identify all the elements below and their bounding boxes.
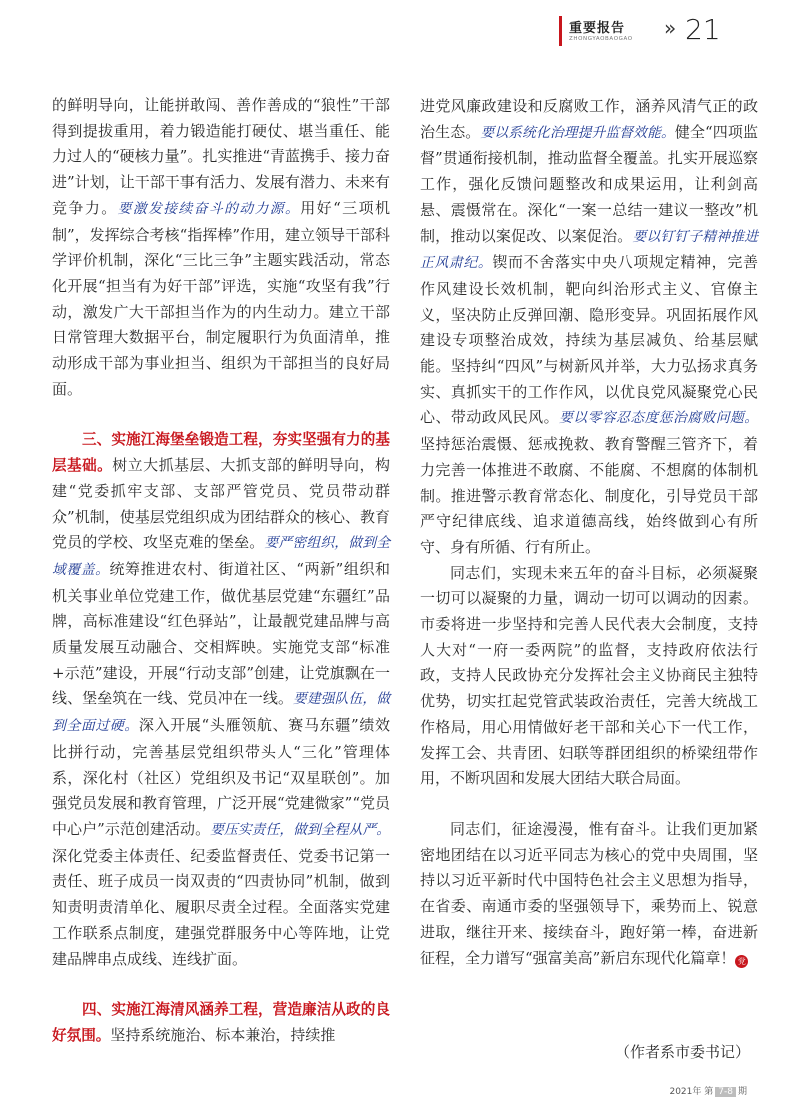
right-column xyxy=(420,94,758,971)
body-text: 锲而不舍落实中央八项规定精神，完善作风建设长效机制，靶向纠治形式主义、官僚主义，坚决防止反弹回潮、隐形变异。巩固拓展作风建设专项整治成效，持续为基层减负、给基层赋能。坚持纠“四风”与树新风并举，大力弘扬求真务实、真抓实干的工作作风，以优良党风凝聚党心民心、带动政风民风。 xyxy=(420,253,758,427)
emphasis-text: 要激发接续奋斗的动力源。 xyxy=(117,200,301,217)
section-heading: 三、实施江海堡垒锻造工程，夯实坚强有力的基层基础。 xyxy=(52,431,390,475)
section-pinyin: ZHONGYAOBAOGAO xyxy=(569,36,633,42)
body-text: 统筹推进农村、街道社区、“两新”组织和机关事业单位党建工作，做优基层党建“东疆红”品牌，高标准建设“红色驿站”，让最靓党建品牌与高质量发展互动融合、交相辉映。实施党支部“标准+示范”建设，开展“行动支部”创建，让党旗飘在一线、堡垒筑在一线、党员冲在一线。 xyxy=(52,559,391,708)
emphasis-text: 要建强队伍，做到全面过硬。 xyxy=(52,691,390,735)
emphasis-text: 要以钉钉子精神推进正风肃纪。 xyxy=(420,228,758,272)
page-footer xyxy=(669,1084,747,1097)
header-accent-bar xyxy=(559,16,562,46)
page-number: 21 xyxy=(685,13,721,46)
paragraph xyxy=(52,427,390,972)
body-text: 坚持系统施治、标本兼治，持续推 xyxy=(110,1025,336,1044)
body-text: 坚持惩治震慑、惩戒挽救、教育警醒三管齐下，着力完善一体推进不敢腐、不能腐、不想腐的体制机制。推进警示教育常态化、制度化，引导党员干部严守纪律底线、追求道德高线，始终做到心有所守、身有所循、行有所止。 xyxy=(420,435,758,556)
paragraph xyxy=(420,561,758,792)
author-note: （作者系市委书记） xyxy=(614,1043,750,1061)
emphasis-text: 要压实责任，做到全程从严。 xyxy=(210,821,391,838)
body-text: 健全“四项监督”贯通衔接机制，推动监督全覆盖。扎实开展巡察工作，强化反馈问题整改和成果运用，让利剑高悬、震慑常在。深化“一案一总结一建议一整改”机制，推动以案促改、以案促治。 xyxy=(420,122,758,245)
paragraph xyxy=(52,997,390,1048)
body-text: 用好“三项机制”，发挥综合考核“指挥棒”作用，建立领导干部科学评价机制，深化“三比三争”主题实践活动，常态化开展“担当有为好干部”评选，实施“攻坚有我”行动，激发广大干部担当作为的内生动力。建立干部日常管理大数据平台，制定履职行为负面清单，推动形成干部为事业担当、组织为干部担当的良好局面。 xyxy=(52,198,391,398)
body-text: 深化党委主体责任、纪委监督责任、党委书记第一责任、班子成员一岗双责的“四责协同”机制，做到知责明责清单化、履职尽责全过程。全面落实党建工作联系点制度，建强党群服务中心等阵地，让党建品牌串点成线、连线扩面。 xyxy=(52,846,390,968)
footer-year: 2021年 xyxy=(669,1087,702,1097)
page-header xyxy=(559,14,759,50)
paragraph xyxy=(420,94,758,561)
footer-label: 第 xyxy=(704,1087,714,1097)
body-text: 的鲜明导向，让能拼敢闯、善作善成的“狼性”干部得到提拔重用，着力锻造能打硬仗、堪当重任、能力过人的“硬核力量”。扎实推进“青蓝携手、接力奋进”计划，让干部干事有活力、发展有潜力、未来有竞争力。 xyxy=(52,96,391,217)
emphasis-text: 要以系统化治理提升监督效能。 xyxy=(480,124,675,141)
body-text: 深入开展“头雁领航、赛马东疆”绩效比拼行动，完善基层党组织带头人“三化”管理体系，深化村（社区）党组织及书记“双星联创”。加强党员发展和教育管理，广泛开展“党建微家”“党员中心户”示范创建活动。 xyxy=(52,716,391,838)
section-heading: 四、实施江海清风涵养工程，营造廉洁从政的良好氛围。 xyxy=(52,1001,390,1044)
body-text: 同志们，实现未来五年的奋斗目标，必须凝聚一切可以凝聚的力量，调动一切可以调动的因素。市委将进一步坚持和完善人民代表大会制度，支持人大对“一府一委两院”的监督，支持政府依法行政，支持人民政协充分发挥社会主义协商民主独特优势，切实扛起党管武装政治责任，完善大统战工作格局，用心用情做好老干部和关心下一代工作，发挥工会、共青团、妇联等群团组织的桥梁纽带作用，不断巩固和发展大团结大联合局面。 xyxy=(420,563,758,788)
emphasis-text: 要以零容忍态度惩治腐败问题。 xyxy=(559,410,758,427)
footer-issue: 7-8 xyxy=(715,1087,736,1097)
body-text: 树立大抓基层、大抓支部的鲜明导向，构建“党委抓牢支部、支部严管党员、党员带动群众”机制，使基层党组织成为团结群众的核心、教育党员的学校、攻坚克难的堡垒。 xyxy=(52,456,390,552)
paragraph xyxy=(420,817,758,971)
section-title: 重要报告 xyxy=(569,21,626,36)
left-column xyxy=(52,93,390,1049)
chevron-icon: » xyxy=(664,16,677,40)
end-mark-icon: 党 xyxy=(735,955,748,968)
paragraph xyxy=(52,93,390,402)
body-text: 同志们，征途漫漫，惟有奋斗。让我们更加紧密地团结在以习近平同志为核心的党中央周围，坚持以习近平新时代中国特色社会主义思想为指导，在省委、南通市委的坚强领导下，乘势而上、锐意进取，继往开来、接续奋斗，跑好第一棒，奋进新征程，全力谱写“强富美高”新启东现代化篇章！ xyxy=(420,819,758,967)
emphasis-text: 要严密组织，做到全域覆盖。 xyxy=(52,535,390,578)
footer-label: 期 xyxy=(737,1087,747,1097)
body-text: 进党风廉政建设和反腐败工作，涵养风清气正的政治生态。 xyxy=(420,97,758,141)
